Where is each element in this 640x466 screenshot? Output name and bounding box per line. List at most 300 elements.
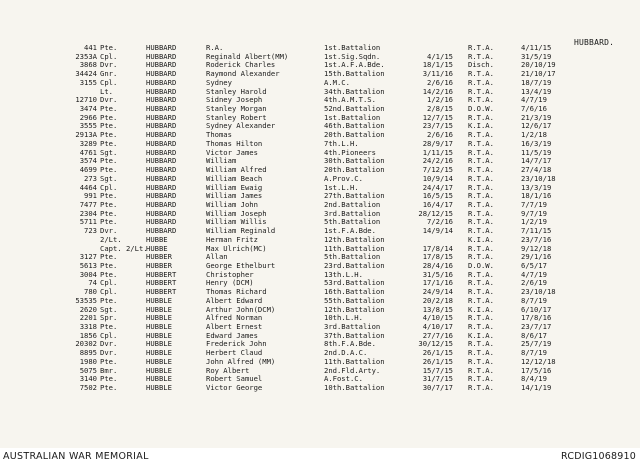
footer-bar bbox=[0, 448, 640, 466]
fate: R.T.A. bbox=[468, 348, 494, 358]
enlistment-date: 31/5/16 bbox=[422, 269, 453, 279]
enlistment-date: 14/9/14 bbox=[422, 226, 453, 236]
unit: 46th.Battalion bbox=[324, 121, 385, 131]
fate: R.T.A. bbox=[468, 77, 494, 87]
given-names: Sydney bbox=[206, 77, 232, 87]
service-number: 5075 bbox=[79, 365, 97, 375]
rank: Gnr. bbox=[100, 69, 118, 79]
enlistment-date: 17/8/14 bbox=[422, 243, 453, 253]
footer-institution: AUSTRALIAN WAR MEMORIAL bbox=[3, 451, 149, 462]
enlistment-date: 4/10/15 bbox=[422, 313, 453, 323]
rank: Pte. bbox=[100, 356, 118, 366]
fate-date: 1/2/18 bbox=[521, 130, 547, 140]
surname: HUBBLE bbox=[146, 322, 172, 331]
fate-date: 6/5/17 bbox=[521, 260, 547, 270]
unit: A.Fost.C. bbox=[324, 374, 363, 384]
given-names: Raymond Alexander bbox=[206, 69, 280, 79]
service-number: 1980 bbox=[79, 356, 97, 366]
enlistment-date: 30/12/15 bbox=[418, 339, 453, 349]
service-number: 2304 bbox=[79, 208, 97, 218]
fate-date: 20/10/19 bbox=[521, 60, 556, 70]
service-number: 441 bbox=[84, 43, 97, 52]
fate: R.T.A. bbox=[468, 383, 494, 393]
given-names: William John bbox=[206, 199, 258, 209]
fate-date: 6/10/17 bbox=[521, 304, 552, 314]
unit: 23rd.Battalion bbox=[324, 260, 385, 270]
fate: R.T.A. bbox=[468, 173, 494, 183]
fate-date: 27/4/18 bbox=[521, 165, 552, 175]
service-number: 34424 bbox=[75, 69, 97, 79]
unit: 20th.Battalion bbox=[324, 130, 385, 140]
rank: 2/Lt. bbox=[100, 234, 122, 244]
unit: 5th.Battalion bbox=[324, 217, 381, 227]
service-number: 3474 bbox=[79, 104, 97, 114]
surname: HUBBARD bbox=[146, 173, 177, 183]
given-names: Victor George bbox=[206, 383, 263, 393]
unit: 11th.Battalion bbox=[324, 243, 385, 253]
surname: HUBBLE bbox=[146, 313, 172, 323]
rank: Pte. bbox=[100, 208, 118, 218]
unit: 1st.A.F.A.Bde. bbox=[324, 60, 385, 70]
fate-date: 2/6/19 bbox=[521, 278, 547, 288]
unit: 10th.Battalion bbox=[324, 383, 385, 393]
unit: 20th.Battalion bbox=[324, 165, 385, 175]
given-names: John Alfred (MM) bbox=[206, 356, 276, 366]
rank: Pte. bbox=[100, 112, 118, 122]
fate: R.T.A. bbox=[468, 243, 494, 253]
fate-date: 23/7/17 bbox=[521, 322, 552, 331]
given-names: Allan bbox=[206, 252, 228, 262]
service-number: 2201 bbox=[79, 313, 97, 323]
surname: HUBBARD bbox=[146, 104, 177, 114]
enlistment-date: 27/7/16 bbox=[422, 330, 453, 340]
rank: Pte. bbox=[100, 156, 118, 166]
enlistment-date: 10/9/14 bbox=[422, 173, 453, 183]
rank: Sgt. bbox=[100, 304, 118, 314]
service-number: 4761 bbox=[79, 147, 97, 157]
page-title: HUBBARD. bbox=[574, 38, 615, 47]
given-names: Albert Ernest bbox=[206, 322, 263, 331]
unit: 10th.L.H. bbox=[324, 313, 363, 323]
fate: R.T.A. bbox=[468, 112, 494, 122]
fate: R.T.A. bbox=[468, 95, 494, 105]
unit: 13th.L.H. bbox=[324, 269, 363, 279]
unit: 37th.Battalion bbox=[324, 330, 385, 340]
unit: 15th.Battalion bbox=[324, 69, 385, 79]
given-names: Stanley Harold bbox=[206, 86, 267, 96]
given-names: Max Ulrich(MC) bbox=[206, 243, 267, 253]
fate-date: 9/12/18 bbox=[521, 243, 552, 253]
fate-date: 18/7/19 bbox=[521, 77, 552, 87]
surname: HUBBARD bbox=[146, 95, 177, 105]
enlistment-date: 1/11/15 bbox=[422, 147, 453, 157]
fate: R.T.A. bbox=[468, 313, 494, 323]
rank: Pte. bbox=[100, 138, 118, 148]
enlistment-date: 24/2/16 bbox=[422, 156, 453, 166]
given-names: William bbox=[206, 156, 237, 166]
surname: HUBBARD bbox=[146, 199, 177, 209]
fate-date: 13/4/19 bbox=[521, 86, 552, 96]
given-names: Thomas Richard bbox=[206, 287, 267, 297]
unit: 7th.L.H. bbox=[324, 138, 359, 148]
fate: R.T.A. bbox=[468, 147, 494, 157]
surname: HUBBLE bbox=[146, 365, 172, 375]
surname: HUBBARD bbox=[146, 191, 177, 201]
enlistment-date: 24/9/14 bbox=[422, 287, 453, 297]
enlistment-date: 16/5/15 bbox=[422, 191, 453, 201]
surname: HUBBLE bbox=[146, 339, 172, 349]
surname: HUBBARD bbox=[146, 156, 177, 166]
fate-date: 1/2/19 bbox=[521, 217, 547, 227]
given-names: Thomas bbox=[206, 130, 232, 140]
fate: R.T.A. bbox=[468, 191, 494, 201]
unit: 11th.Battalion bbox=[324, 356, 385, 366]
enlistment-date: 26/1/15 bbox=[422, 356, 453, 366]
fate-date: 13/3/19 bbox=[521, 182, 552, 192]
rank: Pte. bbox=[100, 252, 118, 262]
enlistment-date: 28/4/16 bbox=[422, 260, 453, 270]
fate-date: 23/7/16 bbox=[521, 234, 552, 244]
rank: Pte. bbox=[100, 199, 118, 209]
enlistment-date: 13/8/15 bbox=[422, 304, 453, 314]
surname: HUBBARD bbox=[146, 130, 177, 140]
given-names: Albert Edward bbox=[206, 295, 263, 305]
rank: Pte. bbox=[100, 260, 118, 270]
fate: R.T.A. bbox=[468, 322, 494, 331]
given-names: William Reginald bbox=[206, 226, 276, 236]
unit: 1st.F.A.Bde. bbox=[324, 226, 376, 236]
service-number: 3289 bbox=[79, 138, 97, 148]
fate: R.T.A. bbox=[468, 208, 494, 218]
fate: R.T.A. bbox=[468, 356, 494, 366]
roll-row bbox=[0, 384, 640, 393]
service-number: 780 bbox=[84, 287, 97, 297]
unit: 4th.Pioneers bbox=[324, 147, 376, 157]
given-names: Edward James bbox=[206, 330, 258, 340]
rank: Cpl. bbox=[100, 51, 118, 61]
given-names: Christopher bbox=[206, 269, 254, 279]
service-number: 3127 bbox=[79, 252, 97, 262]
enlistment-date: 12/7/15 bbox=[422, 112, 453, 122]
given-names: Robert Samuel bbox=[206, 374, 263, 384]
service-number: 2620 bbox=[79, 304, 97, 314]
enlistment-date: 1/2/16 bbox=[427, 95, 453, 105]
surname: HUBBARD bbox=[146, 138, 177, 148]
surname: HUBBLE bbox=[146, 383, 172, 393]
enlistment-date: 2/8/15 bbox=[427, 104, 453, 114]
rank: Dvr. bbox=[100, 60, 118, 70]
surname: HUBBARD bbox=[146, 51, 177, 61]
unit: 30th.Battalion bbox=[324, 156, 385, 166]
rank: Dvr. bbox=[100, 339, 118, 349]
fate-date: 23/10/18 bbox=[521, 173, 556, 183]
surname: HUBBARD bbox=[146, 86, 177, 96]
unit: 2nd.D.A.C. bbox=[324, 348, 368, 358]
enlistment-date: 2/6/16 bbox=[427, 77, 453, 87]
service-number: 3155 bbox=[79, 77, 97, 87]
enlistment-date: 17/8/15 bbox=[422, 252, 453, 262]
surname: HUBBARD bbox=[146, 112, 177, 122]
given-names: Arthur John(DCM) bbox=[206, 304, 276, 314]
service-number: 4699 bbox=[79, 165, 97, 175]
given-names: Roderick Charles bbox=[206, 60, 276, 70]
enlistment-date: 18/1/15 bbox=[422, 60, 453, 70]
fate: R.T.A. bbox=[468, 374, 494, 384]
fate: R.T.A. bbox=[468, 165, 494, 175]
service-number: 273 bbox=[84, 173, 97, 183]
enlistment-date: 7/2/16 bbox=[427, 217, 453, 227]
fate: K.I.A. bbox=[468, 330, 494, 340]
fate-date: 17/5/16 bbox=[521, 365, 552, 375]
rank: Cpl. bbox=[100, 278, 118, 288]
enlistment-date: 3/11/16 bbox=[422, 69, 453, 79]
rank: Sgt. bbox=[100, 173, 118, 183]
fate-date: 4/7/19 bbox=[521, 95, 547, 105]
surname: HUBBERT bbox=[146, 269, 177, 279]
enlistment-date: 28/9/17 bbox=[422, 138, 453, 148]
unit: 52nd.Battalion bbox=[324, 104, 385, 114]
fate-date: 16/3/19 bbox=[521, 138, 552, 148]
rank: Pte. bbox=[100, 165, 118, 175]
rank: Pte. bbox=[100, 269, 118, 279]
given-names: R.A. bbox=[206, 43, 224, 52]
fate-date: 17/8/16 bbox=[521, 313, 552, 323]
rank: Pte. bbox=[100, 43, 118, 52]
rank: Bmr. bbox=[100, 365, 118, 375]
fate-date: 9/7/19 bbox=[521, 208, 547, 218]
service-number: 5711 bbox=[79, 217, 97, 227]
service-number: 991 bbox=[84, 191, 97, 201]
given-names: Stanley Robert bbox=[206, 112, 267, 122]
fate: R.T.A. bbox=[468, 138, 494, 148]
unit: A.M.C. bbox=[324, 77, 350, 87]
given-names: William Willis bbox=[206, 217, 267, 227]
unit: 3rd.Battalion bbox=[324, 208, 381, 218]
surname: HUBBERT bbox=[146, 278, 177, 288]
rank: Sgt. bbox=[100, 147, 118, 157]
fate: R.T.A. bbox=[468, 199, 494, 209]
enlistment-date: 15/7/15 bbox=[422, 365, 453, 375]
fate-date: 21/3/19 bbox=[521, 112, 552, 122]
surname: HUBBARD bbox=[146, 182, 177, 192]
roll-entries bbox=[0, 44, 640, 393]
enlistment-date: 4/1/15 bbox=[427, 51, 453, 61]
service-number: 12710 bbox=[75, 95, 97, 105]
given-names: Sydney Alexander bbox=[206, 121, 276, 131]
given-names: William Beach bbox=[206, 173, 263, 183]
unit: 55th.Battalion bbox=[324, 295, 385, 305]
rank: Dvr. bbox=[100, 348, 118, 358]
enlistment-date: 30/7/17 bbox=[422, 383, 453, 393]
service-number: 3140 bbox=[79, 374, 97, 384]
given-names: Sidney Joseph bbox=[206, 95, 263, 105]
unit: 1st.L.H. bbox=[324, 182, 359, 192]
fate-date: 23/10/18 bbox=[521, 287, 556, 297]
service-number: 1856 bbox=[79, 330, 97, 340]
fate-date: 8/7/19 bbox=[521, 348, 547, 358]
given-names: Victor James bbox=[206, 147, 258, 157]
rank: Pte. bbox=[100, 104, 118, 114]
fate-date: 12/12/18 bbox=[521, 356, 556, 366]
enlistment-date: 24/4/17 bbox=[422, 182, 453, 192]
fate-date: 12/6/17 bbox=[521, 121, 552, 131]
fate: R.T.A. bbox=[468, 269, 494, 279]
fate-date: 7/7/19 bbox=[521, 199, 547, 209]
unit: 16th.Battalion bbox=[324, 287, 385, 297]
given-names: Henry (DCM) bbox=[206, 278, 254, 288]
fate-date: 18/1/16 bbox=[521, 191, 552, 201]
service-number: 20302 bbox=[75, 339, 97, 349]
enlistment-date: 20/2/18 bbox=[422, 295, 453, 305]
unit: 8th.F.A.Bde. bbox=[324, 339, 376, 349]
enlistment-date: 31/7/15 bbox=[422, 374, 453, 384]
service-number: 8895 bbox=[79, 348, 97, 358]
unit: A.Prov.C. bbox=[324, 173, 363, 183]
surname: HUBBLE bbox=[146, 295, 172, 305]
enlistment-date: 17/1/16 bbox=[422, 278, 453, 288]
given-names: Thomas Hilton bbox=[206, 138, 263, 148]
rank: Pte. bbox=[100, 121, 118, 131]
footer-record-id: RCDIG1068910 bbox=[561, 451, 636, 462]
given-names: William Ewaig bbox=[206, 182, 263, 192]
fate: R.T.A. bbox=[468, 69, 494, 79]
surname: HUBBLE bbox=[146, 348, 172, 358]
enlistment-date: 28/12/15 bbox=[418, 208, 453, 218]
rank: Pte. bbox=[100, 295, 118, 305]
fate-date: 4/11/15 bbox=[521, 43, 552, 52]
rank: Pte. bbox=[100, 322, 118, 331]
service-number: 3318 bbox=[79, 322, 97, 331]
unit: 1st.Battalion bbox=[324, 112, 381, 122]
surname: HUBBARD bbox=[146, 43, 177, 52]
rank: Capt. 2/Lt. bbox=[100, 243, 148, 253]
surname: HUBBARD bbox=[146, 147, 177, 157]
surname: HUBBE bbox=[146, 234, 168, 244]
service-number: 3868 bbox=[79, 60, 97, 70]
fate-date: 25/7/19 bbox=[521, 339, 552, 349]
fate-date: 21/10/17 bbox=[521, 69, 556, 79]
surname: HUBBARD bbox=[146, 208, 177, 218]
unit: 3rd.Battalion bbox=[324, 322, 381, 331]
rank: Pte. bbox=[100, 191, 118, 201]
fate: R.T.A. bbox=[468, 339, 494, 349]
unit: 27th.Battalion bbox=[324, 191, 385, 201]
surname: HUBBER bbox=[146, 252, 172, 262]
fate: R.T.A. bbox=[468, 156, 494, 166]
given-names: William James bbox=[206, 191, 263, 201]
enlistment-date: 4/10/17 bbox=[422, 322, 453, 331]
unit: 2nd.Battalion bbox=[324, 199, 381, 209]
given-names: William Alfred bbox=[206, 165, 267, 175]
surname: HUBBARD bbox=[146, 121, 177, 131]
given-names: Frederick John bbox=[206, 339, 267, 349]
service-number: 4464 bbox=[79, 182, 97, 192]
rank: Cpl. bbox=[100, 330, 118, 340]
fate: R.T.A. bbox=[468, 182, 494, 192]
surname: HUBBERT bbox=[146, 287, 177, 297]
service-number: 5613 bbox=[79, 260, 97, 270]
fate: R.T.A. bbox=[468, 226, 494, 236]
given-names: Stanley Morgan bbox=[206, 104, 267, 114]
rank: Cpl. bbox=[100, 77, 118, 87]
unit: 1st.Sig.Sqdn. bbox=[324, 51, 381, 61]
surname: HUBBARD bbox=[146, 60, 177, 70]
enlistment-date: 26/1/15 bbox=[422, 348, 453, 358]
rank: Lt. bbox=[100, 86, 113, 96]
given-names: Alfred Norman bbox=[206, 313, 263, 323]
enlistment-date: 16/4/17 bbox=[422, 199, 453, 209]
rank: Pte. bbox=[100, 217, 118, 227]
fate: R.T.A. bbox=[468, 51, 494, 61]
fate: R.T.A. bbox=[468, 43, 494, 52]
service-number: 74 bbox=[88, 278, 97, 288]
fate-date: 8/7/19 bbox=[521, 295, 547, 305]
fate-date: 11/5/19 bbox=[521, 147, 552, 157]
fate: R.T.A. bbox=[468, 86, 494, 96]
service-number: 3004 bbox=[79, 269, 97, 279]
fate: R.T.A. bbox=[468, 130, 494, 140]
unit: 12th.Battalion bbox=[324, 234, 385, 244]
service-number: 3555 bbox=[79, 121, 97, 131]
unit: 5th.Battalion bbox=[324, 252, 381, 262]
surname: HUBBARD bbox=[146, 217, 177, 227]
enlistment-date: 23/7/15 bbox=[422, 121, 453, 131]
given-names: William Joseph bbox=[206, 208, 267, 218]
surname: HUBBARD bbox=[146, 226, 177, 236]
rank: Spr. bbox=[100, 313, 118, 323]
fate-date: 14/7/17 bbox=[521, 156, 552, 166]
fate: K.I.A. bbox=[468, 121, 494, 131]
rank: Pte. bbox=[100, 130, 118, 140]
given-names: Herman Fritz bbox=[206, 234, 258, 244]
fate: K.I.A. bbox=[468, 304, 494, 314]
service-number: 7502 bbox=[79, 383, 97, 393]
fate: R.T.A. bbox=[468, 252, 494, 262]
fate: K.I.A. bbox=[468, 234, 494, 244]
fate: R.T.A. bbox=[468, 365, 494, 375]
unit: 12th.Battalion bbox=[324, 304, 385, 314]
fate-date: 14/1/19 bbox=[521, 383, 552, 393]
service-number: 7477 bbox=[79, 199, 97, 209]
rank: Pte. bbox=[100, 383, 118, 393]
fate: R.T.A. bbox=[468, 295, 494, 305]
fate: R.T.A. bbox=[468, 287, 494, 297]
fate-date: 29/1/16 bbox=[521, 252, 552, 262]
given-names: George Ethelburt bbox=[206, 260, 276, 270]
surname: HUBBLE bbox=[146, 356, 172, 366]
service-number: 2966 bbox=[79, 112, 97, 122]
service-number: 53535 bbox=[75, 295, 97, 305]
unit: 1st.Battalion bbox=[324, 43, 381, 52]
rank: Dvr. bbox=[100, 226, 118, 236]
unit: 34th.Battalion bbox=[324, 86, 385, 96]
fate: D.O.W. bbox=[468, 104, 494, 114]
fate-date: 31/5/19 bbox=[521, 51, 552, 61]
unit: 4th.A.M.T.S. bbox=[324, 95, 376, 105]
service-number: 723 bbox=[84, 226, 97, 236]
enlistment-date: 2/6/16 bbox=[427, 130, 453, 140]
given-names: Reginald Albert(MM) bbox=[206, 51, 289, 61]
given-names: Herbert Claud bbox=[206, 348, 263, 358]
enlistment-date: 14/2/16 bbox=[422, 86, 453, 96]
fate: R.T.A. bbox=[468, 217, 494, 227]
fate: Disch. bbox=[468, 60, 494, 70]
rank: Cpl. bbox=[100, 182, 118, 192]
rank: Dvr. bbox=[100, 95, 118, 105]
surname: HUBBARD bbox=[146, 77, 177, 87]
surname: HUBBLE bbox=[146, 374, 172, 384]
service-number: 3574 bbox=[79, 156, 97, 166]
